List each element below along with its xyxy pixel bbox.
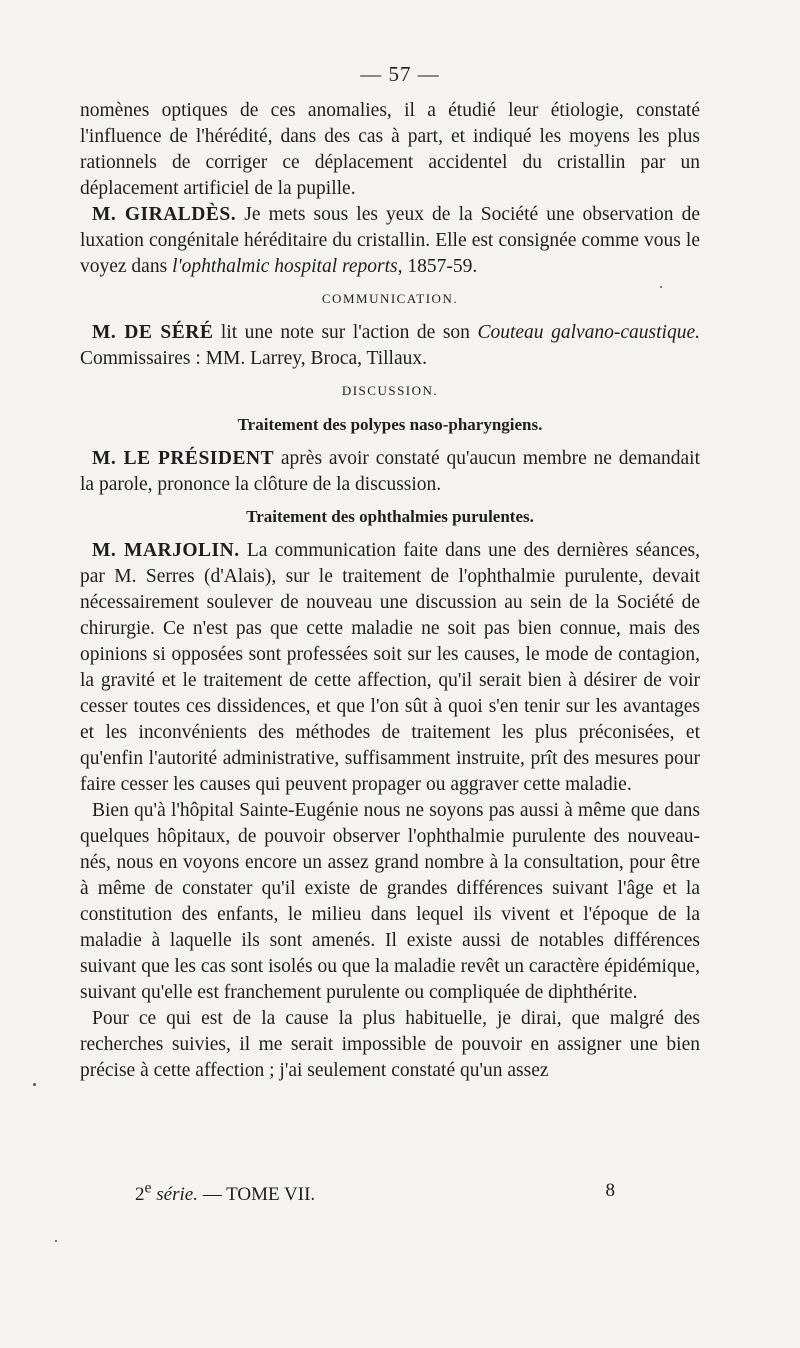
paragraph-cause: [80, 1006, 700, 1084]
speaker-name: M. LE PRÉSIDENT: [92, 448, 275, 469]
series-label: [135, 1180, 316, 1206]
paragraph-marjolin: [80, 538, 700, 798]
paragraph-text: Bien qu'à l'hôpital Sainte-Eugénie nous ne soyons pas aussi à même que dans quelques hôpitaux, de pouvoir observer l'ophthalmie purulente des nouveau-nés, nous en voyons encore un assez grand nombre à la consultation, pour être à même de constater qu'il existe de grandes différences suivant l'âge et la constitution des enfants, le milieu dans lequel ils vivent et l'époque de la maladie à laquelle ils sont amenés. Il existe aussi de notables différences suivant que les cas sont isolés ou que la maladie revêt un caractère épidémique, suivant qu'elle est franchement purulente ou compliquée de diphthérite.: [80, 800, 700, 1003]
series-word: série.: [156, 1184, 198, 1206]
paragraph-de-sere: [80, 320, 700, 372]
paragraph-text: Commissaires : MM. Larrey, Broca, Tillaux.: [80, 348, 428, 369]
paragraph-text: nomènes optiques de ces anomalies, il a étudié leur étiologie, constaté l'influence de l'hérédité, dans des cas à part, et indiqué les moyens les plus rationnels de corriger ce déplacement accidentel du cristallin par un déplacement artificiel de la pupille.: [80, 100, 700, 199]
body-text: [80, 98, 700, 1084]
print-speck: [33, 1083, 36, 1086]
paragraph-president: [80, 446, 700, 498]
print-speck: [55, 1240, 57, 1242]
signature-number: 8: [605, 1180, 615, 1201]
speaker-name: M. GIRALDÈS.: [92, 204, 237, 225]
series-superscript: e: [144, 1180, 152, 1197]
heading-ophthalmies: Traitement des ophthalmies purulentes.: [246, 507, 534, 526]
paragraph-text: lit une note sur l'action de son: [213, 322, 478, 343]
signature-footer: [135, 1180, 615, 1206]
paragraph-text: La communication faite dans une des dernières séances, par M. Serres (d'Alais), sur le traitement de l'ophthalmie purulente, devait nécessairement soulever de nouveau une discussion au sein de la Société de chirurgie. Ce n'est pas que cette maladie ne soit pas bien connue, mais des opinions si opposées sont professées soit sur les causes, le mode de contagion, la gravité et le traitement de cette affection, qu'il serait bien à désirer de voir cesser toutes ces dissidences, et que l'on sût à quoi s'en tenir sur les avantages et les inconvénients des méthodes de traitement les plus préconisées, et qu'enfin l'autorité administrative, suffisamment instruite, prît des mesures pour faire cesser les causes qui peuvent propager ou aggraver cette maladie.: [80, 540, 700, 795]
page-number: — 57 —: [360, 62, 440, 86]
speaker-name: M. MARJOLIN.: [92, 540, 240, 561]
paragraph-continuation: [80, 98, 700, 202]
print-speck: [660, 286, 662, 288]
series-number: 2: [135, 1184, 145, 1206]
heading-polypes: Traitement des polypes naso-pharyngiens.: [237, 415, 543, 434]
italic-title: Couteau galvano-caustique.: [477, 322, 700, 343]
speaker-name: M. DE SÉRÉ: [92, 322, 214, 343]
paragraph-text: 1857-59.: [402, 256, 478, 277]
paragraph-text: après avoir constaté qu'aucun membre ne demandait la parole, prononce la clôture de la discussion.: [80, 448, 701, 495]
paragraph-sainte-eugenie: [80, 798, 700, 1006]
heading-communication: COMMUNICATION.: [321, 291, 459, 306]
tome-label: — TOME VII.: [197, 1184, 316, 1206]
paragraph-text: Pour ce qui est de la cause la plus habituelle, je dirai, que malgré des recherches suivies, il me serait impossible de pouvoir en assigner une bien précise à cette affection ; j'ai seulement constaté qu'un assez: [80, 1008, 700, 1081]
paragraph-giraldes: [80, 202, 700, 280]
heading-discussion: DISCUSSION.: [341, 383, 439, 398]
paragraph-text: Je mets sous les yeux de la Société une observation de luxation congénitale héréditaire du cristallin. Elle est consignée comme vous le voyez dans: [80, 204, 700, 277]
italic-citation: l'ophthalmic hospital reports,: [172, 256, 403, 277]
